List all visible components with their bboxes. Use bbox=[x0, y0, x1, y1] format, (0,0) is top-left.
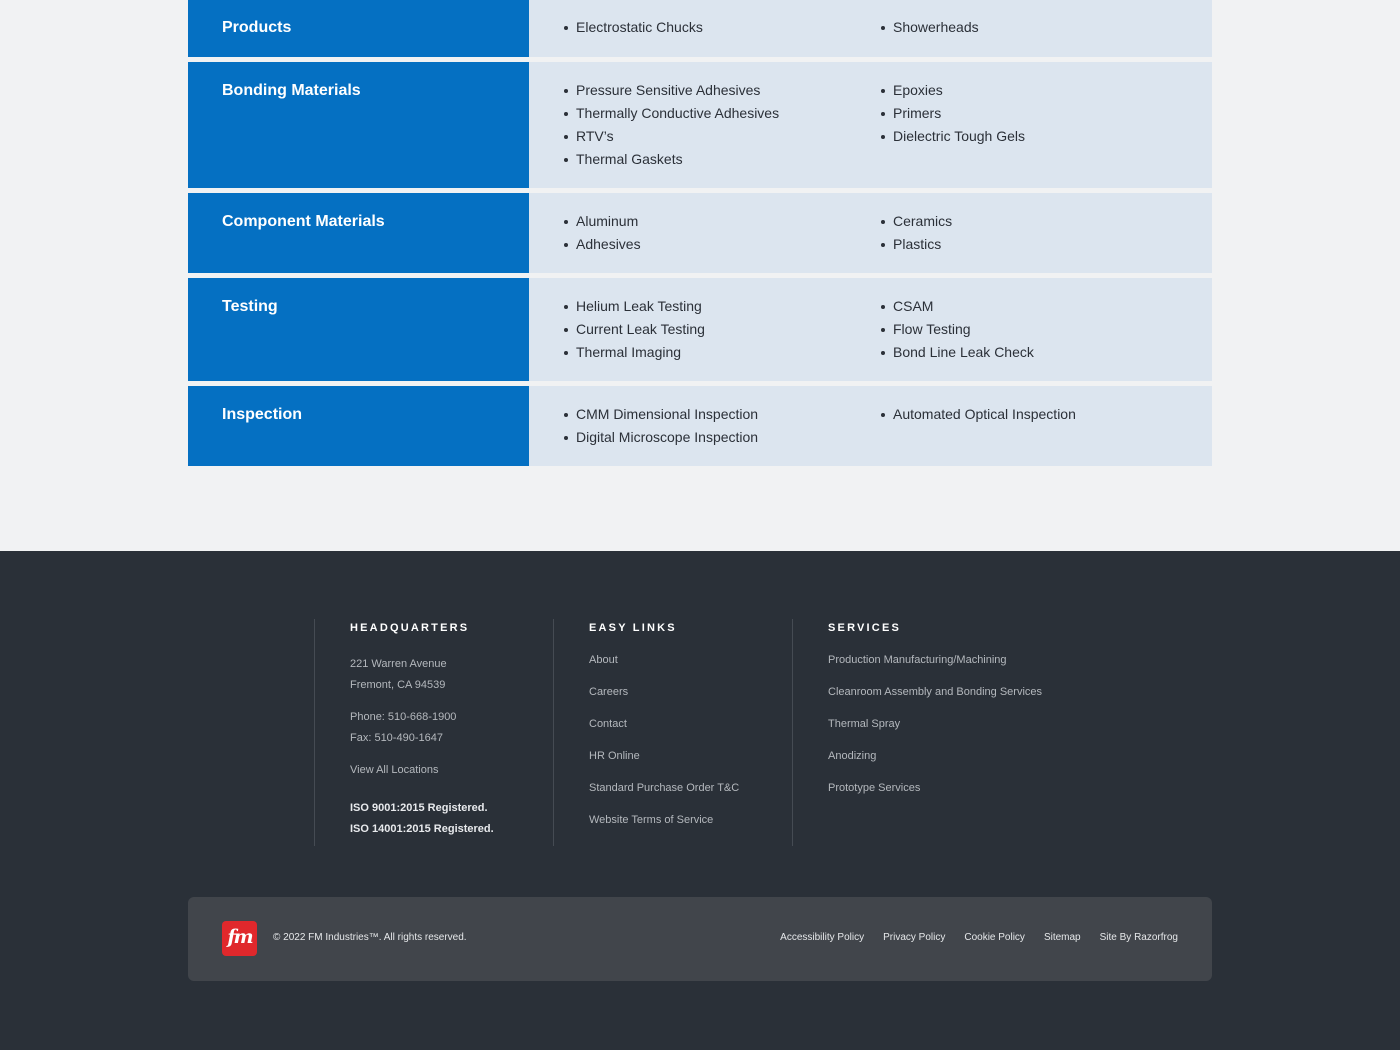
list-item: Showerheads bbox=[881, 16, 1212, 39]
address-line-1: 221 Warren Avenue bbox=[350, 658, 447, 670]
cookie-policy-link[interactable]: Cookie Policy bbox=[964, 932, 1025, 943]
bullet-list bbox=[564, 210, 881, 256]
list-item: CMM Dimensional Inspection bbox=[564, 403, 881, 426]
capabilities-table bbox=[188, 0, 1212, 471]
list-item: Electrostatic Chucks bbox=[564, 16, 881, 39]
list-item: Current Leak Testing bbox=[564, 318, 881, 341]
capability-row-testing bbox=[188, 278, 1212, 381]
list-item: Flow Testing bbox=[881, 318, 1212, 341]
footer-link-thermal-spray[interactable]: Thermal Spray bbox=[828, 718, 901, 730]
list-item: Thermally Conductive Adhesives bbox=[564, 102, 881, 125]
list-item: Thermal Imaging bbox=[564, 341, 881, 364]
iso-14001-certification: ISO 14001:2015 Registered. bbox=[350, 823, 494, 835]
sitemap-link[interactable]: Sitemap bbox=[1043, 932, 1081, 943]
capability-row-component-materials bbox=[188, 193, 1212, 273]
phone-number: Phone: 510-668-1900 bbox=[350, 711, 457, 723]
bullet-list bbox=[564, 295, 881, 364]
footer-column-services bbox=[792, 619, 1092, 846]
footer-link-production-manufacturing[interactable]: Production Manufacturing/Machining bbox=[828, 654, 1007, 666]
footer-column-headquarters bbox=[314, 619, 553, 846]
list-item: Automated Optical Inspection bbox=[881, 403, 1212, 426]
footer-link-prototype-services[interactable]: Prototype Services bbox=[828, 782, 921, 794]
capability-row-products bbox=[188, 0, 1212, 57]
footer-bottom-bar bbox=[188, 897, 1212, 981]
footer-heading: HEADQUARTERS bbox=[350, 622, 470, 634]
row-title: Products bbox=[188, 0, 529, 57]
fm-logo[interactable]: fm bbox=[222, 921, 257, 956]
footer-link-website-terms[interactable]: Website Terms of Service bbox=[589, 814, 714, 826]
view-all-locations-link[interactable]: View All Locations bbox=[350, 764, 439, 776]
row-title: Component Materials bbox=[188, 193, 529, 273]
footer-link-hr-online[interactable]: HR Online bbox=[589, 750, 640, 762]
list-item: Epoxies bbox=[881, 79, 1212, 102]
bullet-list bbox=[564, 79, 881, 171]
list-item: RTV’s bbox=[564, 125, 881, 148]
list-item: Adhesives bbox=[564, 233, 881, 256]
fax-number: Fax: 510-490-1647 bbox=[350, 732, 443, 744]
list-item: Digital Microscope Inspection bbox=[564, 426, 881, 449]
row-title: Inspection bbox=[188, 386, 529, 466]
row-title: Testing bbox=[188, 278, 529, 381]
list-item: Pressure Sensitive Adhesives bbox=[564, 79, 881, 102]
footer-link-contact[interactable]: Contact bbox=[589, 718, 627, 730]
list-item: Helium Leak Testing bbox=[564, 295, 881, 318]
list-item: Primers bbox=[881, 102, 1212, 125]
bullet-list bbox=[881, 403, 1212, 426]
footer-link-about[interactable]: About bbox=[589, 654, 618, 666]
footer-column-easy-links bbox=[553, 619, 792, 846]
site-by-razorfrog-link[interactable]: Site By Razorfrog bbox=[1099, 932, 1178, 943]
bullet-list bbox=[881, 210, 1212, 256]
footer-heading: SERVICES bbox=[828, 622, 902, 634]
address-line-2: Fremont, CA 94539 bbox=[350, 679, 446, 691]
copyright-text: © 2022 FM Industries™. All rights reserved. bbox=[273, 932, 467, 943]
accessibility-policy-link[interactable]: Accessibility Policy bbox=[780, 932, 865, 943]
bullet-list bbox=[881, 16, 1212, 39]
iso-9001-certification: ISO 9001:2015 Registered. bbox=[350, 802, 488, 814]
footer-link-careers[interactable]: Careers bbox=[589, 686, 629, 698]
bullet-list bbox=[564, 16, 881, 39]
list-item: Dielectric Tough Gels bbox=[881, 125, 1212, 148]
bullet-list bbox=[564, 403, 881, 449]
legal-links bbox=[780, 932, 1178, 943]
list-item: CSAM bbox=[881, 295, 1212, 318]
footer-heading: EASY LINKS bbox=[589, 622, 677, 634]
list-item: Plastics bbox=[881, 233, 1212, 256]
list-item: Thermal Gaskets bbox=[564, 148, 881, 171]
site-footer bbox=[0, 551, 1400, 1050]
list-item: Bond Line Leak Check bbox=[881, 341, 1212, 364]
row-title: Bonding Materials bbox=[188, 62, 529, 188]
capability-row-bonding-materials bbox=[188, 62, 1212, 188]
list-item: Ceramics bbox=[881, 210, 1212, 233]
capability-row-inspection bbox=[188, 386, 1212, 466]
bullet-list bbox=[881, 79, 1212, 148]
footer-link-anodizing[interactable]: Anodizing bbox=[828, 750, 877, 762]
bullet-list bbox=[881, 295, 1212, 364]
privacy-policy-link[interactable]: Privacy Policy bbox=[883, 932, 946, 943]
footer-link-purchase-order-terms[interactable]: Standard Purchase Order T&C bbox=[589, 782, 740, 794]
footer-link-cleanroom-assembly[interactable]: Cleanroom Assembly and Bonding Services bbox=[828, 686, 1043, 698]
list-item: Aluminum bbox=[564, 210, 881, 233]
